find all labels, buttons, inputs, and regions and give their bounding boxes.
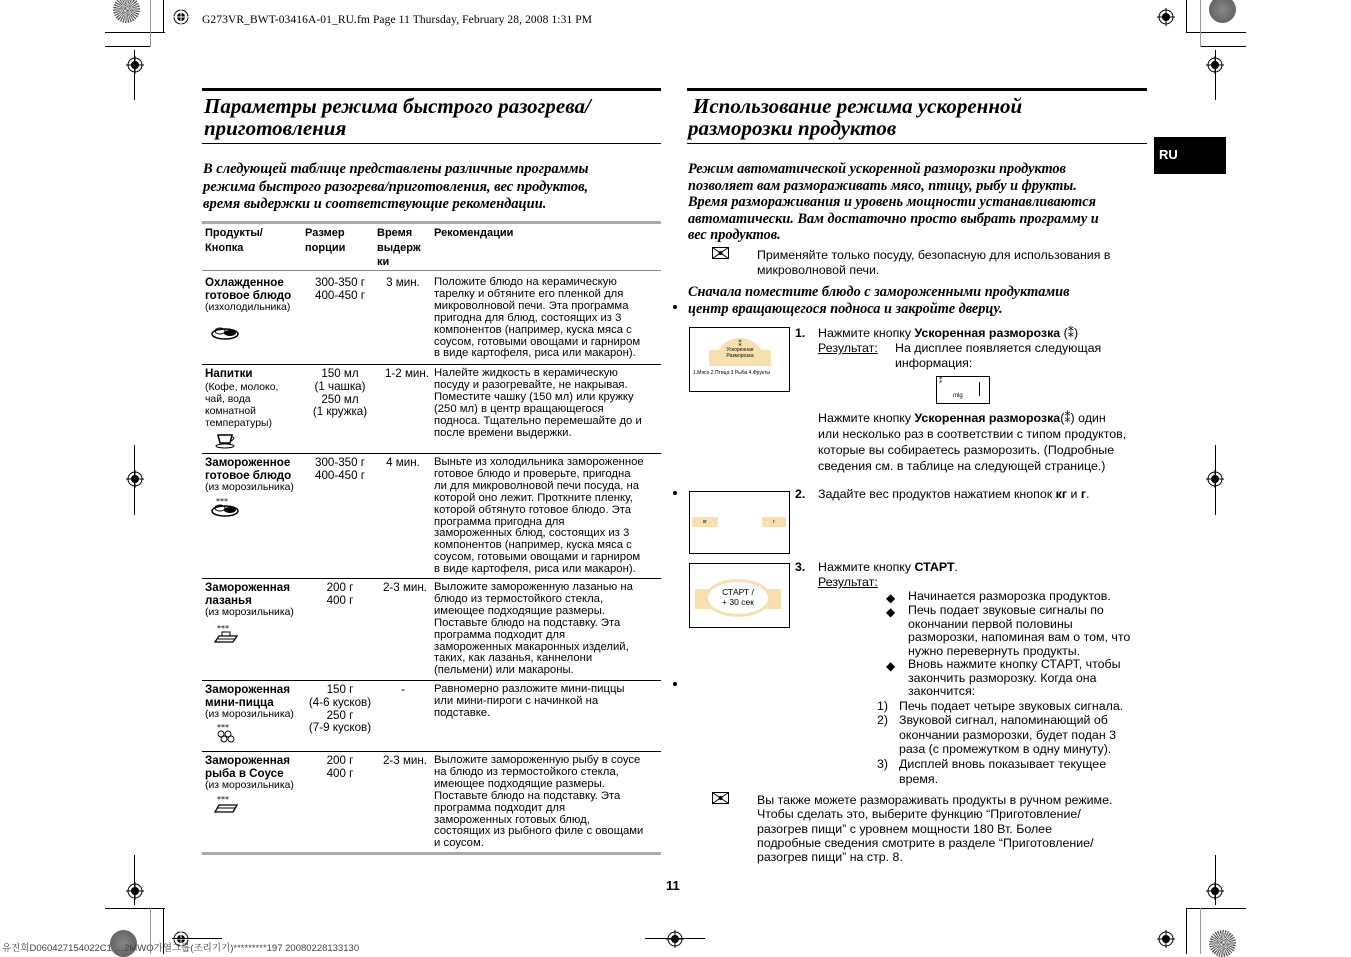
crop-mark — [134, 855, 135, 905]
step1-result: На дисплее появляется следующая информация: — [895, 341, 1102, 370]
table-row: Замороженная мини-пицца (из морозильника) *** 150 г (4-6 кусков) 250 г (7-9 кусков) - Равномерно разложите мини-пиццы или мини-пироги с начинкой на подставке. — [202, 680, 661, 751]
color-target-rosette — [113, 0, 140, 23]
registration-mark-icon — [666, 930, 684, 948]
table-row: Замороженная рыба в Соусе (из морозильника) *** 200 г 400 г 2-3 мин. Выложите замороженную рыбу в соусе на блюдо из термостойкого стекла, имеющее подходящие размеры. Поставьте блюдо на подставку. Эта программа подходит для замороженных готовых блюд, состоящих из рыбного филе с овощами и соусом. — [202, 751, 661, 852]
numbered-item: Звуковой сигнал, напоминающий об окончании разморозки, будет подан 3 раза (с промежутком в одну минуту). — [899, 713, 1117, 756]
cup-icon — [215, 433, 237, 449]
table-row: Замороженная лазанья (из морозильника) *** 200 г 400 г 2-3 мин. Выложите замороженную лазанью на блюдо из термостойкого стекла, имеющее подходящие размеры. Поставьте блюдо на подставку. Эта программа подходит для замороженных макаронных изделий, таких, как лазанья, каннелони (пельмени) или макароны. — [202, 578, 661, 680]
control-panel-defrost — [689, 327, 790, 392]
result-bullet: Печь подает звуковые сигналы по окончании первой половины разморозки, напоминая вам о том, что нужно перевернуть продукты. — [908, 603, 1131, 658]
crop-mark — [163, 0, 164, 33]
section-top-rule — [687, 88, 1147, 91]
header-recommendations: Рекомендации — [434, 227, 514, 239]
table-row: Охлажденное готовое блюдо (изхолодильника) 300-350 г 400-450 г 3 мин. Положите блюдо на керамическую тарелку и обтяните его пленкой для микроволновой печи. Эта программа пригодна для блюд, состоящих из 3 компонентов (например, куска мяса с соусом, готовыми овощами и гарниром в виде картофеля, риса или макарон). — [202, 270, 661, 365]
diamond-bullet-icon: ◆ — [886, 659, 896, 673]
step1-more: Нажмите кнопку Ускоренная разморозка(⁑) один или несколько раз в соответствии с типом продуктов, которые вы собираетесь разморозить. (Подробные сведения см. в таблице на следующей странице.) — [818, 411, 1127, 473]
section-top-rule — [202, 88, 661, 91]
language-tab: RU — [1154, 137, 1226, 174]
defrost-options: 1.Мясо 2.Птица 3.Рыба 4.Фрукты — [693, 370, 770, 376]
crop-mark — [1200, 908, 1201, 954]
crop-mark — [645, 938, 705, 939]
frozen-fish-icon — [213, 795, 241, 815]
crop-mark — [1215, 445, 1216, 515]
table-row: Замороженное готовое блюдо (из морозильника) *** 300-350 г 400-450 г 4 мин. Выньте из холодильника замороженное готовое блюдо и проверьте, пригодна ли для микроволновой печи посуда, на которой оно лежит. Проткните пленку, которой обтянуто готовое блюдо. Эта программа пригодна для замороженных блюд, состоящих из 3 компонентов (например, куска мяса с соусом, готовыми овощами и гарниром в виде картофеля, риса или макарон). — [202, 453, 661, 578]
frozen-meal-icon — [211, 497, 239, 517]
crop-mark — [134, 50, 135, 100]
right-intro: Режим автоматической ускоренной разморозки продуктов позволяет вам размораживать мясо, птицу, рыбу и фрукты. Время размораживания и уровень мощности устанавливаются автоматически. Вам достаточно просто выбрать программу и вес продуктов. — [688, 161, 1099, 243]
header-portion: Размер порции — [305, 227, 346, 254]
control-panel-start — [689, 563, 790, 628]
color-target-rosette — [1209, 930, 1236, 957]
color-target-gray — [1209, 0, 1236, 23]
right-section-title: Использование режима ускоренной разморозки продуктов — [688, 94, 1023, 140]
step-number: 2. — [795, 487, 806, 501]
g-button[interactable]: г — [762, 517, 786, 527]
crop-mark — [1215, 50, 1216, 100]
crop-mark — [105, 908, 165, 909]
svg-text:***: *** — [217, 624, 229, 634]
defrost-button[interactable]: ⁑ Ускоренная Разморозка — [715, 338, 765, 366]
crop-mark — [150, 0, 151, 47]
table-row: Напитки (Кофе, молоко, чай, вода комнатной температуры) 150 мл (1 чашка) 250 мл (1 кружка) 1-2 мин. Налейте жидкость в керамическую посуду и разогревайте, не накрывая. Поместите чашку (150 мл) или кружку (250 мл) в центр вращающегося подноса. Тщательно перемешайте до и после времени выдержки. — [202, 364, 661, 453]
result-label: Результат: — [818, 575, 878, 589]
step1-text: Нажмите кнопку Ускоренная разморозка (⁑) — [818, 326, 1079, 340]
step-number: 3. — [795, 560, 806, 574]
registration-mark-icon — [172, 8, 190, 26]
numbered-item: Печь подает четыре звуковых сигнала. — [899, 699, 1124, 713]
note-dishware: Применяйте только посуду, безопасную для использования в микроволновой печи. — [757, 248, 1111, 277]
crop-mark — [105, 32, 165, 33]
frozen-pizza-icon — [213, 723, 241, 743]
print-header: G273VR_BWT-03416A-01_RU.fm Page 11 Thursday, February 28, 2008 1:31 PM — [202, 14, 593, 26]
place-dish-instruction: Сначала поместите блюдо с замороженными продуктамив центр вращающегося подноса и закройте дверцу. — [688, 284, 1070, 317]
print-footer: 유진희D060427154022C1 …2MWO가열그룹(조리기기)*********197 20080228133130 — [2, 943, 360, 954]
registration-mark-icon — [1157, 930, 1175, 948]
kg-button[interactable]: кг — [692, 517, 718, 527]
control-panel-weight — [689, 491, 790, 554]
crop-mark — [1186, 32, 1246, 33]
diamond-bullet-icon: ◆ — [886, 605, 896, 619]
crop-mark — [1186, 908, 1246, 909]
registration-mark-icon — [126, 882, 144, 900]
defrost-glyph-icon: ⁑ — [738, 341, 742, 348]
registration-mark-icon — [126, 470, 144, 488]
svg-text:***: *** — [216, 497, 228, 507]
registration-mark-icon — [1157, 8, 1175, 26]
diamond-bullet-icon: ◆ — [886, 591, 896, 605]
frozen-lasagna-icon — [213, 624, 241, 644]
note-icon — [712, 792, 729, 804]
crop-mark — [1186, 0, 1187, 33]
center-dot — [673, 491, 677, 495]
result-bullet: Вновь нажмите кнопку СТАРТ, чтобы закончить разморозку. Когда она закончится: — [908, 657, 1121, 699]
center-dot — [673, 305, 677, 309]
registration-mark-icon — [126, 56, 144, 74]
svg-text:***: *** — [217, 723, 229, 733]
note-manual-defrost: Вы также можете размораживать продукты в ручном режиме. Чтобы сделать это, выберите функцию “Приготовление/ разогрев пищи” с уровнем мощности 180 Вт. Более подробные сведения смотрите в разделе “Приготовление/ разогрев пищи” на стр. 8. — [757, 793, 1113, 865]
header-time: Время выдерж ки — [377, 227, 421, 268]
crop-mark — [1186, 908, 1187, 954]
quick-reheat-table — [202, 224, 661, 854]
crop-mark — [105, 46, 150, 47]
chilled-meal-icon — [211, 322, 239, 342]
numbered-item: Дисплей вновь показывает текущее время. — [899, 757, 1107, 786]
svg-text:***: *** — [217, 795, 229, 805]
numbered-item-number: 2) — [877, 713, 889, 727]
note-icon — [712, 247, 729, 259]
crop-mark — [1200, 46, 1246, 47]
crop-mark — [172, 938, 222, 939]
table-bottom-rule — [202, 852, 661, 855]
numbered-item-number: 3) — [877, 757, 889, 771]
section-title-rule — [687, 143, 1147, 144]
section-title-rule — [202, 143, 661, 144]
start-button[interactable]: СТАРТ / + 30 сек — [705, 579, 771, 617]
display-readout: ⁑ mlg — [936, 376, 990, 404]
numbered-item-number: 1) — [877, 699, 889, 713]
step3-text: Нажмите кнопку СТАРТ. — [818, 560, 958, 574]
result-label: Результат: — [818, 341, 878, 355]
left-section-title: Параметры режима быстрого разогрева/ приготовления — [204, 94, 591, 140]
step2-text: Задайте вес продуктов нажатием кнопок кг и г. — [818, 487, 1090, 501]
center-dot — [673, 682, 677, 686]
result-bullet: Начинается разморозка продуктов. — [908, 589, 1111, 603]
crop-mark — [134, 445, 135, 515]
page-number: 11 — [666, 878, 680, 893]
defrost-glyph-icon: ⁑ — [939, 378, 943, 385]
crop-mark — [1215, 855, 1216, 905]
left-intro: В следующей таблице представлены различные программы режима быстрого разогрева/приготовления, вес продуктов, время выдержки и соответствующие рекомендации. — [203, 161, 589, 212]
step-number: 1. — [795, 326, 806, 340]
header-product: Продукты/ Кнопка — [205, 227, 263, 254]
crop-mark — [1200, 0, 1201, 47]
